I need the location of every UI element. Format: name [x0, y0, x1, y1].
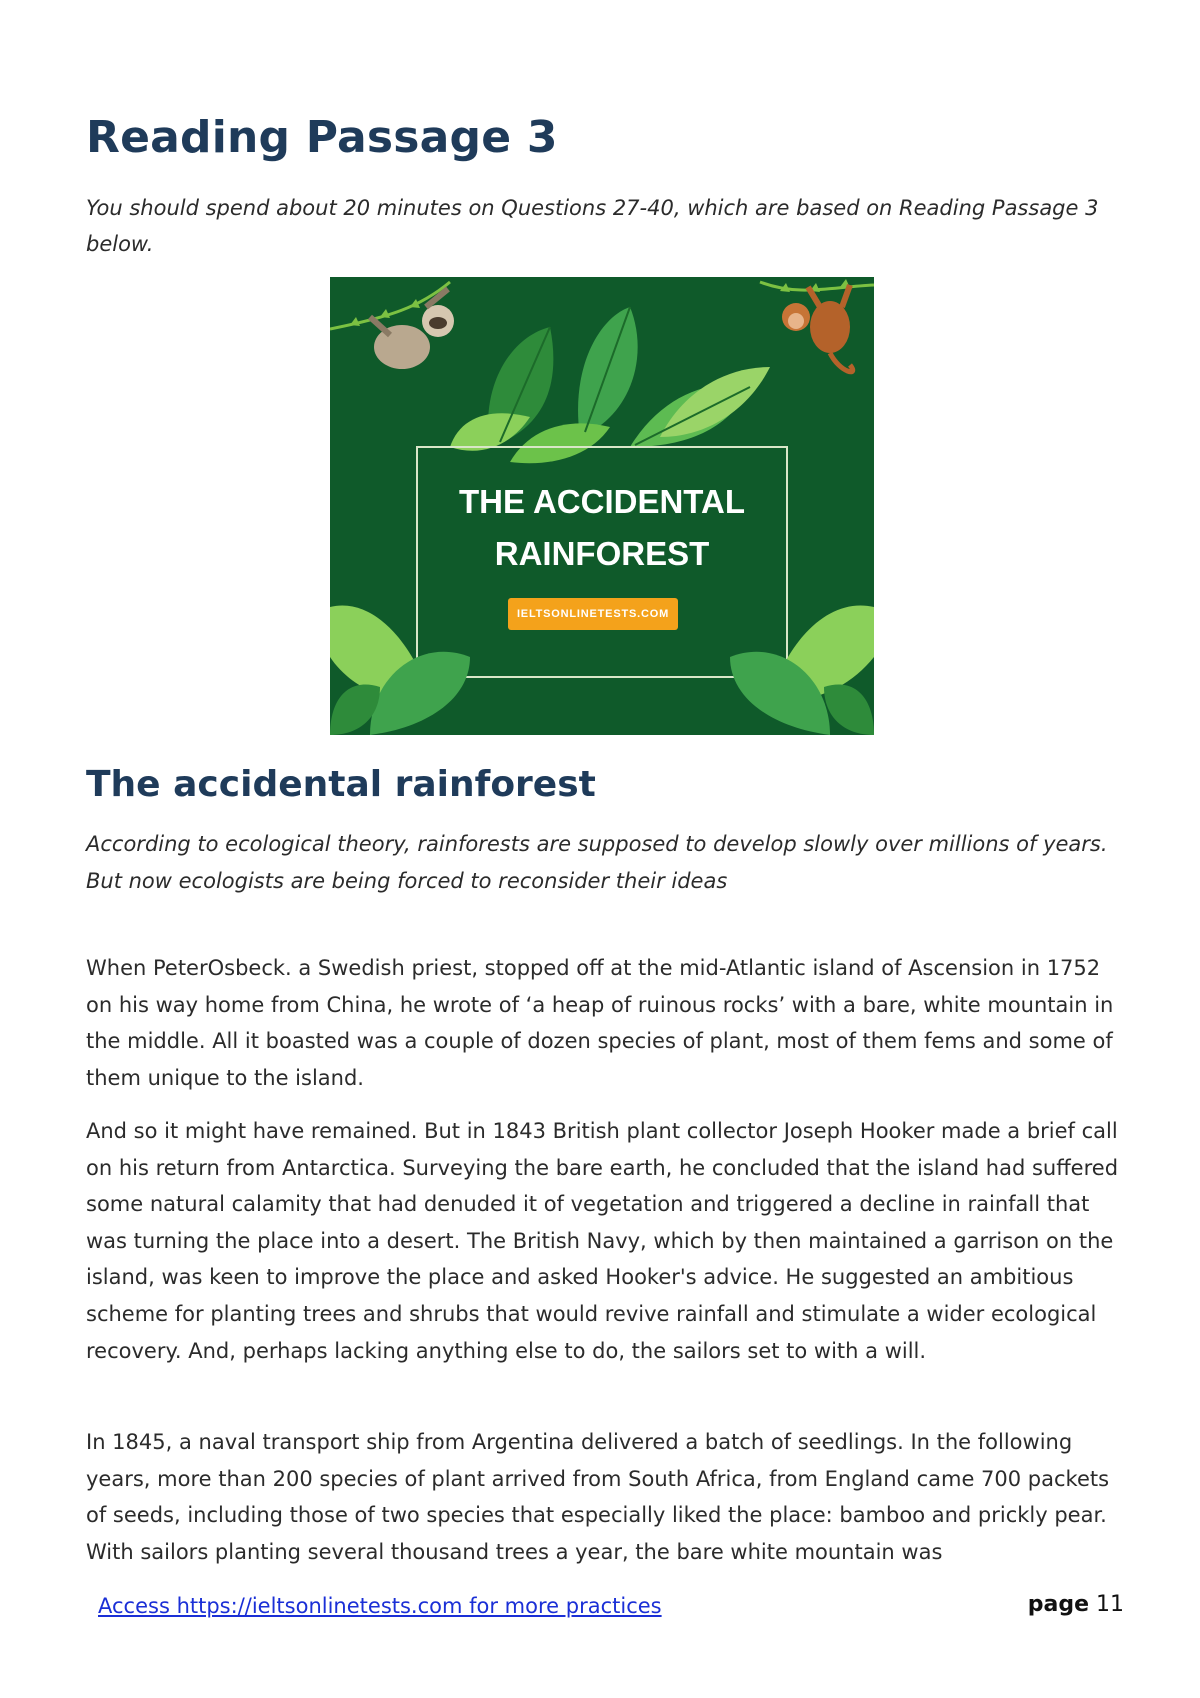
paragraph-2: And so it might have remained. But in 1843 British plant collector Joseph Hooker made a brief call on his return from Antarctica. Surveying the bare earth, he concluded that the island had suffered some natural calamity that had denuded it of vegetation and triggered a decline in rainfall that was turning the place into a desert. The British Navy, which by then maintained a garrison on the island, was keen to improve the place and asked Hooker's advice. He suggested an ambitious scheme for planting trees and shrubs that would revive rainfall and stimulate a wider ecological recovery. And, perhaps lacking anything else to do, the sailors set to with a will. — [86, 1119, 1119, 1363]
paragraph-1: When PeterOsbeck. a Swedish priest, stopped off at the mid-Atlantic island of Ascension in 1752 on his way home from China, he wrote of ‘a heap of ruinous rocks’ with a bare, white mountain in the middle. All it boasted was a couple of dozen species of plant, most of them fems and some of them unique to the island. — [86, 956, 1114, 1090]
instructions: You should spend about 20 minutes on Questions 27-40, which are based on Reading Passage 3 below. — [86, 196, 1099, 256]
hero-title-line1: THE ACCIDENTAL — [459, 483, 745, 520]
page-number-value: 11 — [1096, 1592, 1124, 1617]
page-title: Reading Passage 3 — [86, 112, 558, 163]
hero-title-line2: RAINFOREST — [494, 535, 710, 572]
page-number — [1028, 1592, 1124, 1617]
sloth-icon — [370, 289, 454, 369]
article-lead: According to ecological theory, rainforests are supposed to develop slowly over millions of years. But now ecologists are being forced to reconsider their ideas — [86, 832, 1108, 893]
hero-badge: IELTSONLINETESTS.COM — [508, 598, 678, 630]
monkey-icon — [782, 285, 853, 372]
article-title: The accidental rainforest — [86, 764, 596, 805]
page-label: page — [1027, 1592, 1089, 1617]
paragraph-3: In 1845, a naval transport ship from Argentina delivered a batch of seedlings. In the following years, more than 200 species of plant arrived from South Africa, from England came 700 packets of seeds, including those of two species that especially liked the place: bamboo and prickly pear. With sailors planting several thousand trees a year, the bare white mountain was — [86, 1430, 1110, 1564]
footer-link[interactable]: Access https://ieltsonlinetests.com for more practices — [98, 1594, 662, 1618]
